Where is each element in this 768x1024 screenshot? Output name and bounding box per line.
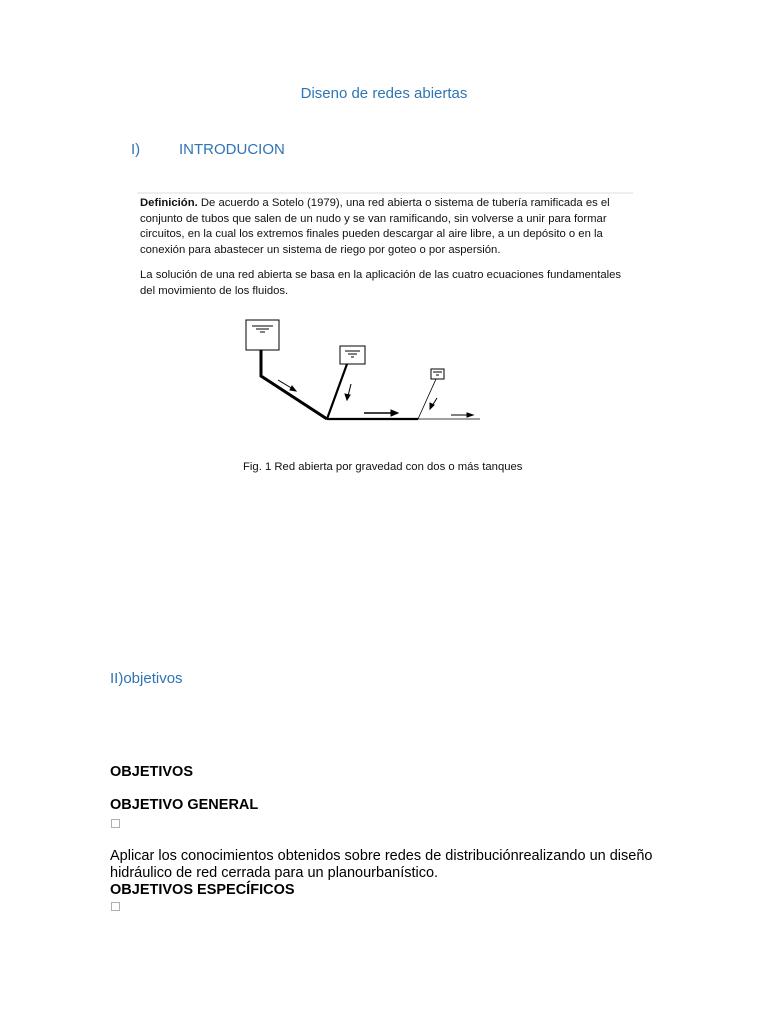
bullet-square-icon: [111, 902, 120, 911]
objetivo-general-heading: OBJETIVO GENERAL: [110, 797, 259, 813]
tank-1: [246, 320, 279, 350]
definition-text: De acuerdo a Sotelo (1979), una red abierta o sistema de tubería ramificada es el conjunto de tubos que salen de un nudo y se van ramificando, sin volverse a unir para formar circuitos, en la cual los extremos finales pueden descargar al aire libre, a un depósito o en la conexión para abastecer un sistema de riego por goteo o por aspersión.: [140, 197, 610, 256]
objetivos-title: OBJETIVOS: [110, 764, 193, 780]
definition-figure: [137, 192, 633, 484]
objetivos-especificos-heading: OBJETIVOS ESPECÍFICOS: [110, 882, 295, 898]
open-network-diagram: [237, 312, 497, 424]
definition-label: Definición.: [140, 197, 198, 209]
solution-paragraph: La solución de una red abierta se basa en la aplicación de las cuatro ecuaciones fundamentales del movimiento de los fluidos.: [140, 269, 622, 297]
figure-caption: Fig. 1 Red abierta por gravedad con dos o más tanques: [243, 461, 523, 473]
document-title: Diseno de redes abiertas: [300, 85, 468, 102]
objetivos-section-heading: II)objetivos: [110, 670, 183, 687]
intro-section-heading: INTRODUCION: [179, 141, 285, 158]
intro-section-number: I): [131, 141, 141, 158]
definition-paragraph: [140, 196, 630, 258]
objetivo-general-text: Aplicar los conocimientos obtenidos sobre redes de distribuciónrealizando un diseño hidráulico de red cerrada para un planourbanístico.: [110, 848, 653, 881]
tank-3: [431, 369, 444, 379]
tank-2: [340, 346, 365, 364]
bullet-square-icon: [111, 819, 120, 828]
